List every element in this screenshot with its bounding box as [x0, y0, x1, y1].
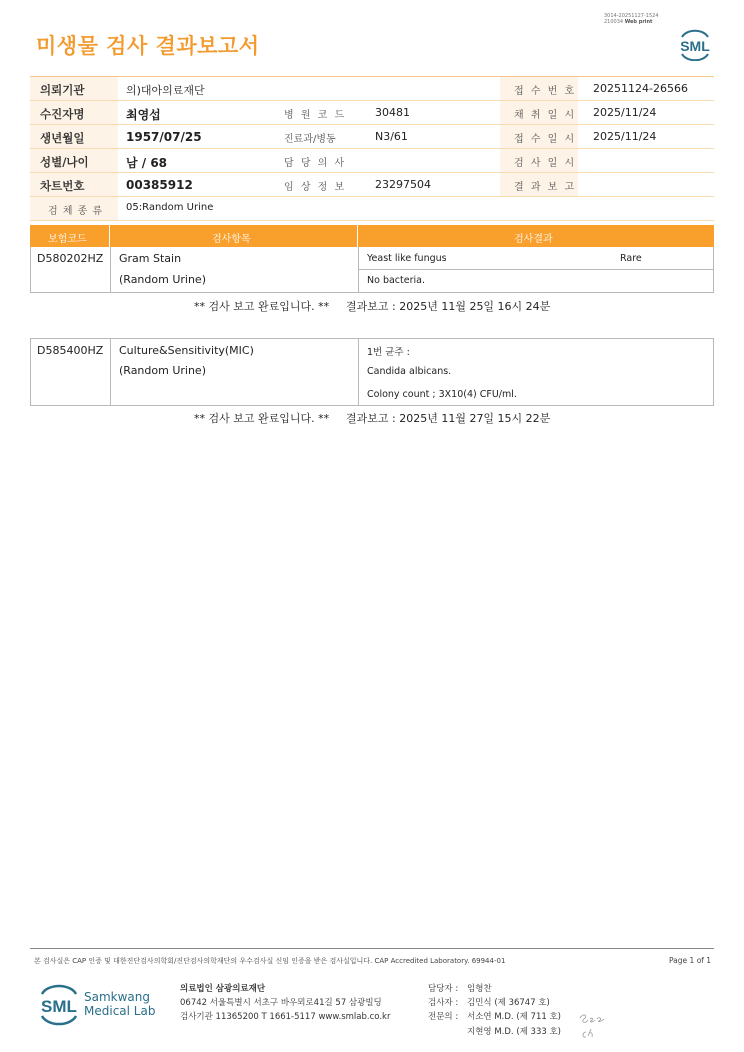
- print-label-line: [604, 19, 659, 25]
- report-timestamp: 결과보고 : 2025년 11월 25일 16시 24분: [346, 300, 551, 313]
- info-value: 20251124-26566: [593, 82, 688, 95]
- result-text: Candida albicans.: [367, 366, 452, 377]
- info-label: 임 상 정 보: [284, 182, 347, 193]
- accreditation-note: 본 검사실은 CAP 인증 및 대한진단검사의학회/진단검사의학재단의 우수검사실 신임 인증을 받은 검사실입니다. CAP Accredited Laboratory. 69944-01: [34, 957, 506, 965]
- info-label: 접 수 일 시: [514, 134, 577, 145]
- info-label: 검 체 종 류: [48, 206, 104, 217]
- info-label: 진료과/병동: [284, 134, 336, 145]
- samkwang-logo-icon: [36, 982, 82, 1026]
- result-row: [30, 247, 714, 293]
- info-value: 2025/11/24: [593, 130, 657, 143]
- info-label: 차트번호: [40, 179, 85, 193]
- info-value: 1957/07/25: [126, 130, 202, 144]
- info-value: 2025/11/24: [593, 106, 657, 119]
- col-header-item: 검사항목: [212, 234, 251, 245]
- result-text: Yeast like fungus: [367, 253, 447, 264]
- signature-image: [578, 1010, 608, 1043]
- result-grade: Rare: [620, 253, 642, 264]
- print-meta: [604, 13, 659, 25]
- org-address: 06742 서울특별시 서초구 바우뫼로41길 57 삼광빌딩: [180, 998, 382, 1008]
- staff-name: 김민식 (제 36747 호): [467, 998, 550, 1008]
- org-name: 의료법인 삼광의료재단: [180, 984, 266, 994]
- info-label: 검 사 일 시: [514, 158, 577, 169]
- info-label: 생년월일: [40, 131, 85, 145]
- print-user-id: 210034: [604, 19, 624, 25]
- print-id: 3014-20251127-1524: [604, 13, 659, 19]
- info-row: [30, 173, 714, 197]
- info-label: 결 과 보 고: [514, 182, 577, 193]
- web-print-label: Web print: [624, 19, 653, 25]
- result-text: No bacteria.: [367, 275, 425, 286]
- result-text: 1번 균주 :: [367, 347, 410, 358]
- svg-text:SML: SML: [680, 38, 710, 54]
- sml-logo-icon: [676, 27, 714, 61]
- patient-info-table: [30, 76, 714, 221]
- org-contact: 검사기관 11365200 T 1661-5117 www.smlab.co.kr: [180, 1012, 391, 1022]
- svg-text:SML: SML: [41, 997, 77, 1016]
- brand-name-line2: Medical Lab: [84, 1004, 156, 1018]
- info-row: [30, 149, 714, 173]
- info-value: 00385912: [126, 178, 193, 192]
- report-complete-text: ** 검사 보고 완료입니다. **: [194, 412, 330, 425]
- brand-name-line1: Samkwang: [84, 990, 150, 1004]
- info-value: 최영섭: [126, 108, 161, 122]
- col-header-result: 검사결과: [514, 234, 553, 245]
- staff-name: 임형찬: [467, 984, 492, 994]
- info-label: 성별/나이: [40, 155, 89, 169]
- info-value: N3/61: [375, 130, 408, 143]
- staff-role: 검사자 :: [428, 998, 459, 1008]
- test-code: D585400HZ: [37, 344, 104, 357]
- info-row: [30, 77, 714, 101]
- page-title: 미생물 검사 결과보고서: [36, 34, 260, 58]
- info-label: 채 취 일 시: [514, 110, 577, 121]
- result-text: Colony count ; 3X10(4) CFU/ml.: [367, 389, 517, 400]
- results-header: [30, 225, 714, 247]
- info-row: [30, 125, 714, 149]
- staff-role: 담당자 :: [428, 984, 459, 994]
- test-specimen: (Random Urine): [119, 364, 206, 377]
- info-value: 05:Random Urine: [126, 202, 214, 213]
- info-label: 접 수 번 호: [514, 86, 577, 97]
- test-specimen: (Random Urine): [119, 273, 206, 286]
- info-label: 병 원 코 드: [284, 110, 347, 121]
- info-label: 의뢰기관: [40, 83, 85, 97]
- info-label: 담 당 의 사: [284, 158, 347, 169]
- info-row: [30, 197, 714, 221]
- info-value: 남 / 68: [126, 156, 168, 170]
- info-value: 의)대아의료재단: [126, 84, 205, 97]
- col-header-code: 보험코드: [48, 234, 87, 245]
- report-timestamp: 결과보고 : 2025년 11월 27일 15시 22분: [346, 412, 551, 425]
- page-number: Page 1 of 1: [669, 956, 712, 965]
- info-value: 30481: [375, 106, 410, 119]
- test-code: D580202HZ: [37, 252, 104, 265]
- report-complete-text: ** 검사 보고 완료입니다. **: [194, 300, 330, 313]
- footer-divider: [30, 948, 714, 949]
- staff-name: 서소연 M.D. (제 711 호): [467, 1012, 562, 1022]
- staff-role: 전문의 :: [428, 1012, 459, 1022]
- info-value: 23297504: [375, 178, 431, 191]
- info-row: [30, 101, 714, 125]
- test-name: Culture&Sensitivity(MIC): [119, 344, 254, 357]
- info-label: 수진자명: [40, 107, 85, 121]
- test-name: Gram Stain: [119, 252, 182, 265]
- result-row: [30, 338, 714, 406]
- staff-name: 지현영 M.D. (제 333 호): [467, 1027, 562, 1037]
